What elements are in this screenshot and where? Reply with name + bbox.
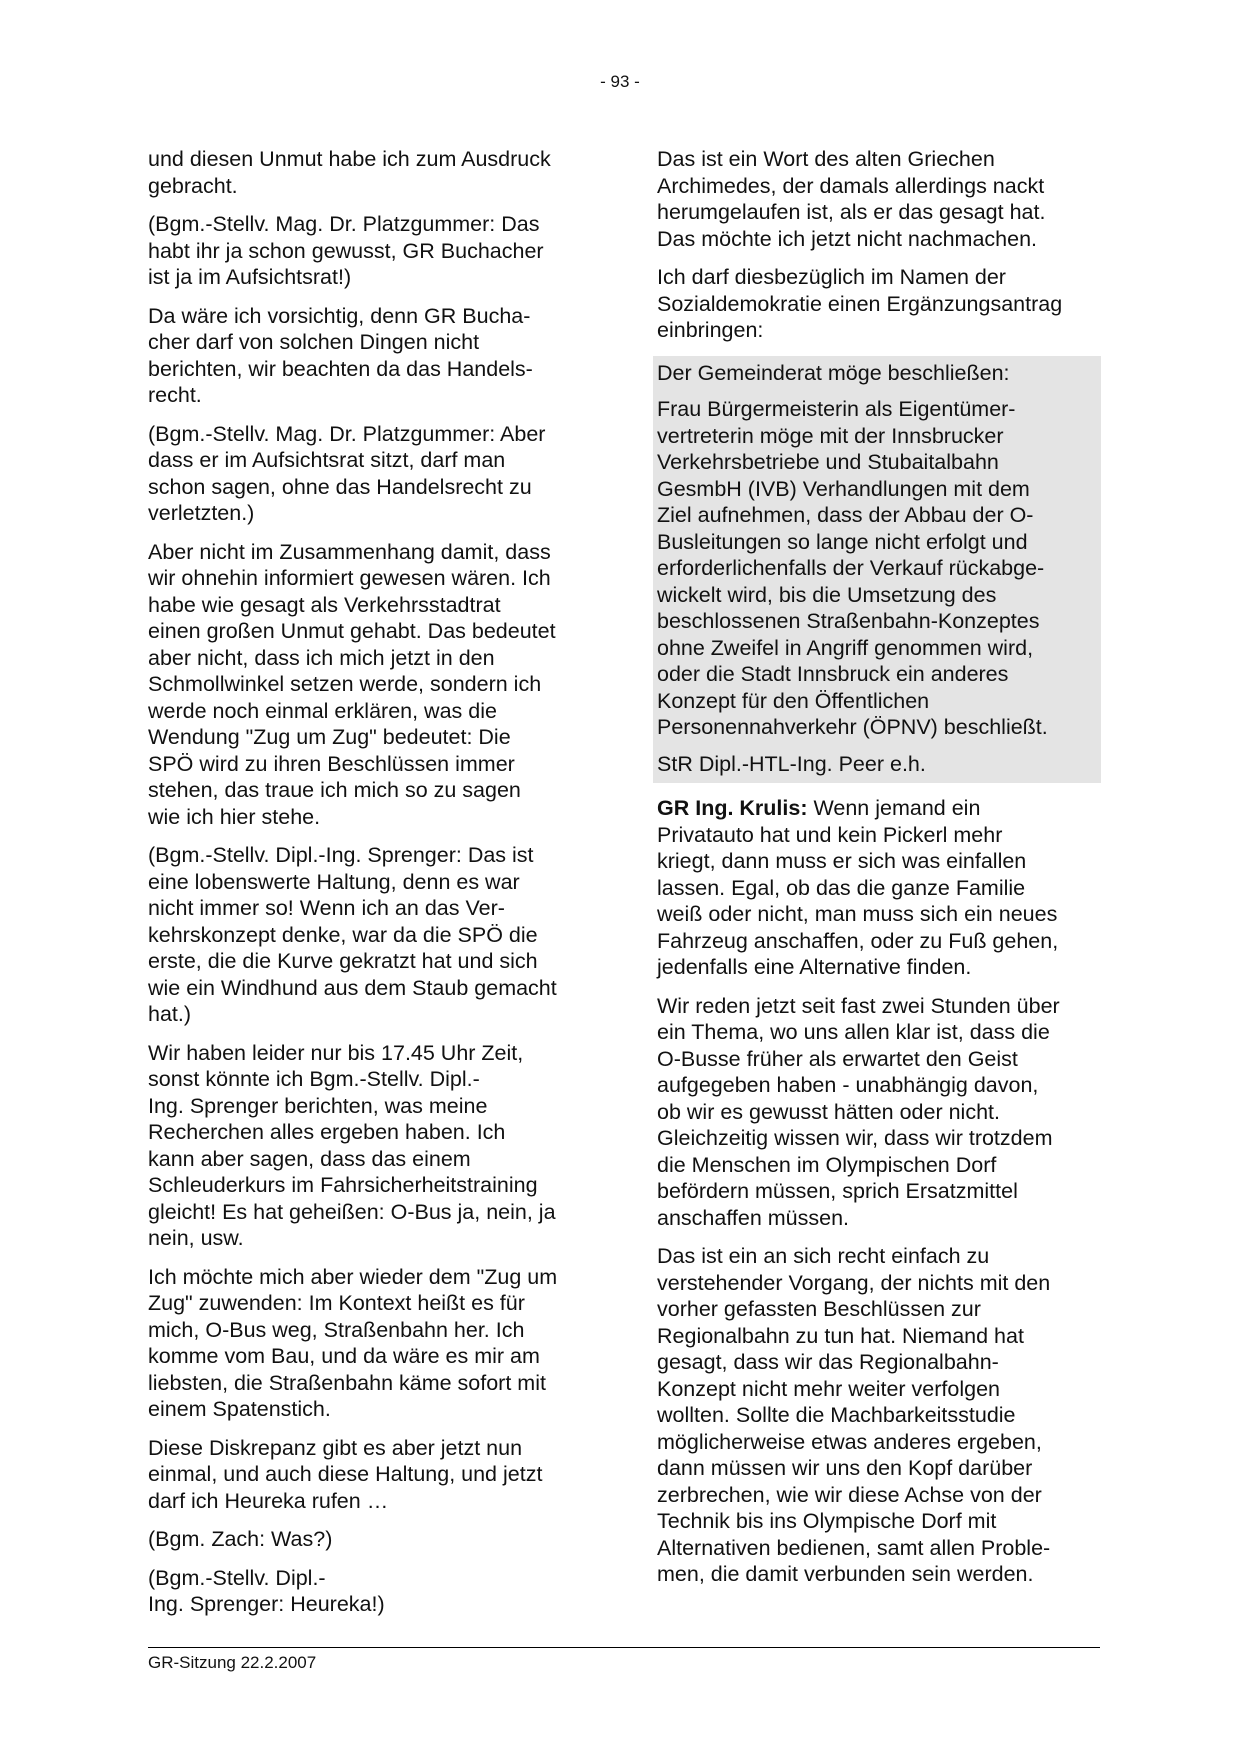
paragraph: Ich möchte mich aber wieder dem "Zug um Zug" zuwenden: Im Kontext heißt es für mich, O-Bus weg, Straßenbahn her. Ich komme vom Bau, und da wäre es mir am liebsten, die Straßenbahn käme sofort mit einem Spatenstich. <box>148 1264 558 1421</box>
paragraph: Da wäre ich vorsichtig, denn GR Bucha- cher darf von solchen Dingen nicht berichten, wir beachten da das Handels- recht. <box>148 303 533 407</box>
motion-box <box>653 356 1101 784</box>
paragraph: Das ist ein Wort des alten Griechen Archimedes, der damals allerdings nackt herumgelaufen ist, als er das gesagt hat. Das möchte ich jetzt nicht nachmachen. <box>657 147 1046 251</box>
left-column <box>148 146 588 1630</box>
speech-paragraph <box>657 795 1097 981</box>
paragraph: und diesen Unmut habe ich zum Ausdruck gebracht. <box>148 147 551 198</box>
interjection: (Bgm.-Stellv. Mag. Dr. Platzgummer: Aber dass er im Aufsichtsrat sitzt, darf man schon sagen, ohne das Handelsrecht zu verletzten.) <box>148 421 546 525</box>
interjection: (Bgm.-Stellv. Dipl.- Ing. Sprenger: Heureka!) <box>148 1565 385 1616</box>
paragraph: Ich darf diesbezüglich im Namen der Sozialdemokratie einen Ergänzungsantrag einbringen: <box>657 265 1063 342</box>
interjection: (Bgm.-Stellv. Mag. Dr. Platzgummer: Das habt ihr ja schon gewusst, GR Buchacher ist ja im Aufsichtsrat!) <box>148 212 544 289</box>
interjection: (Bgm. Zach: Was?) <box>148 1527 333 1551</box>
paragraph: Wir haben leider nur bis 17.45 Uhr Zeit, sonst könnte ich Bgm.-Stellv. Dipl.- Ing. Sprenger berichten, was meine Recherchen alles ergeben haben. Ich kann aber sagen, dass das einem Schleuderkurs im Fahrsicherheitstraining gleicht! Es hat geheißen: O-Bus ja, nein, ja nein, usw. <box>148 1040 556 1250</box>
speaker-name: GR Ing. Krulis: <box>657 796 808 820</box>
paragraph: Aber nicht im Zusammenhang damit, dass wir ohnehin informiert gewesen wären. Ich habe wie gesagt als Verkehrsstadtrat einen großen Unmut gehabt. Das bedeutet aber nicht, dass ich mich jetzt in den Schmollwinkel setzen werde, sondern ich werde noch einmal erklären, was die Wendung "Zug um Zug" bedeutet: Die SPÖ wird zu ihren Beschlüssen immer stehen, das traue ich mich so zu sagen wie ich hier stehe. <box>148 539 556 829</box>
paragraph: Das ist ein an sich recht einfach zu verstehender Vorgang, der nichts mit den vorher gefassten Beschlüssen zur Regionalbahn zu tun hat. Niemand hat gesagt, dass wir das Regionalbahn- Konzept nicht mehr weiter verfolgen wollten. Sollte die Machbarkeitsstudie möglicherweise etwas anderes ergeben, dann müssen wir uns den Kopf darüber zerbrechen, wie wir diese Achse von der Technik bis ins Olympische Dorf mit Alternativen bedienen, samt allen Proble- men, die damit verbunden sein werden. <box>657 1244 1051 1586</box>
motion-signature: StR Dipl.-HTL-Ing. Peer e.h. <box>657 751 926 776</box>
right-column <box>657 146 1097 1600</box>
footer-text: GR-Sitzung 22.2.2007 <box>148 1653 317 1672</box>
paragraph: Diese Diskrepanz gibt es aber jetzt nun einmal, und auch diese Haltung, und jetzt darf ich Heureka rufen … <box>148 1435 543 1513</box>
interjection: (Bgm.-Stellv. Dipl.-Ing. Sprenger: Das ist eine lobenswerte Haltung, denn es war nicht immer so! Wenn ich an das Ver- kehrskonzept denke, war da die SPÖ die erste, die die Kurve gekratzt hat und sich wie ein Windhund aus dem Staub gemacht hat.) <box>148 843 557 1026</box>
motion-heading: Der Gemeinderat möge beschließen: <box>657 360 1010 385</box>
motion-body: Frau Bürgermeisterin als Eigentümer- vertreterin möge mit der Innsbrucker Verkehrsbetriebe und Stubaitalbahn GesmbH (IVB) Verhandlungen mit dem Ziel aufnehmen, dass der Abbau der O- Busleitungen so lange nicht erfolgt und erforderlichenfalls der Verkauf rückabge- wickelt wird, bis die Umsetzung des beschlossenen Straßenbahn-Konzeptes ohne Zweifel in Angriff genommen wird, oder die Stadt Innsbruck ein anderes Konzept für den Öffentlichen Personennahverkehr (ÖPNV) beschließt. <box>657 397 1048 739</box>
page-number: - 93 - <box>600 72 640 91</box>
paragraph: Wir reden jetzt seit fast zwei Stunden über ein Thema, wo uns allen klar ist, dass die O-Busse früher als erwartet den Geist aufgegeben haben - unabhängig davon, ob wir es gewusst hätten oder nicht. Gleichzeitig wissen wir, dass wir trotzdem die Menschen im Olympischen Dorf befördern müssen, sprich Ersatzmittel anschaffen müssen. <box>657 993 1060 1230</box>
footer-divider <box>148 1647 1100 1648</box>
speech-text: Wenn jemand ein Privatauto hat und kein Pickerl mehr kriegt, dann muss er sich was einfallen lassen. Egal, ob das die ganze Familie weiß oder nicht, man muss sich ein neues Fahrzeug anschaffen, oder zu Fuß gehen, jedenfalls eine Alternative finden. <box>657 796 1059 979</box>
